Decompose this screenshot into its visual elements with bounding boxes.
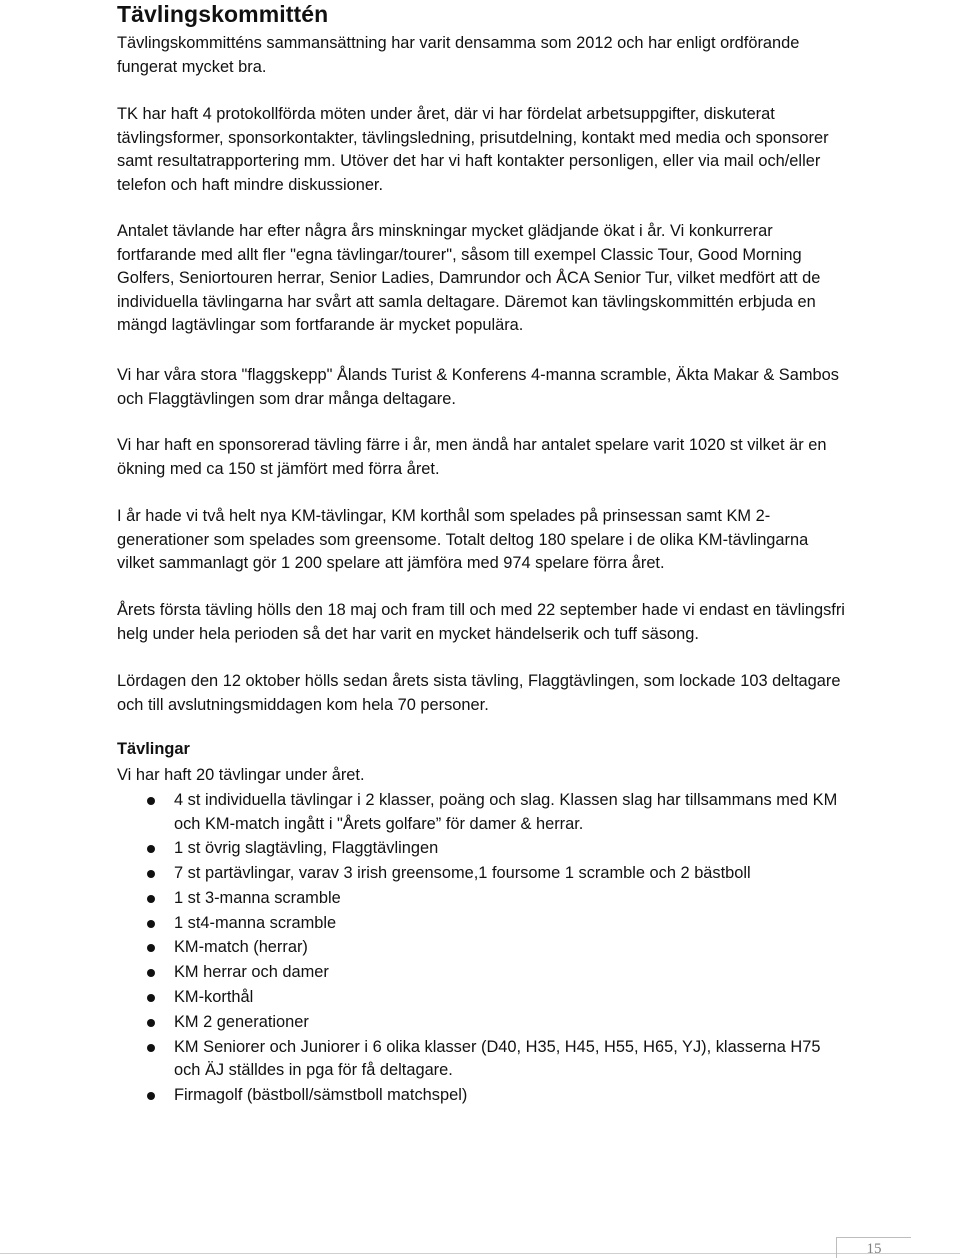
- page-title: Tävlingskommittén: [117, 1, 329, 27]
- bullet-icon: [147, 969, 155, 977]
- list-item-text: 1 st4-manna scramble: [174, 913, 337, 932]
- page-number: 15: [866, 1241, 882, 1257]
- bullet-icon: [147, 870, 155, 878]
- paragraph-season: Årets första tävling hölls den 18 maj och fram till och med 22 september hade vi endast en tävlingsfri helg under hela perioden så det har varit en mycket händelserik och tuff säsong.: [117, 601, 845, 643]
- list-item-text: 7 st partävlingar, varav 3 irish greensome,1 foursome 1 scramble och 2 bästboll: [174, 864, 751, 883]
- list-item-text: KM-match (herrar): [174, 938, 308, 957]
- list-item-text: KM 2 generationer: [174, 1012, 309, 1031]
- paragraph-km: I år hade vi två helt nya KM-tävlingar, KM korthål som spelades på prinsessan samt KM 2-generationer som spelades som greensome. Totalt deltog 180 spelare i de olika KM-tävlingarna vilket sammanlagt gör 1 200 spelare att jämföra med 974 spelare förra året.: [117, 507, 809, 572]
- list-item: [117, 862, 847, 886]
- paragraph-participants: Antalet tävlande har efter några års minskningar mycket glädjande ökat i år. Vi konkurrerar fortfarande med allt fler "egna tävlingar/tourer", såsom till exempel Classic Tour, Good Morning Golfers, Seniortouren herrar, Senior Ladies, Damrundor och ÅCA Senior Tur, vilket medfört att de individuella tävlingarna har svårt att samla deltagare. Däremot kan tävlingskommittén erbjuda en mängd lagtävlingar som fortfarande är mycket populära.: [117, 222, 821, 334]
- page-number-box: [836, 1237, 911, 1258]
- paragraph-meetings: TK har haft 4 protokollförda möten under året, där vi har fördelat arbetsuppgifter, diskuterat tävlingsformer, sponsorkontakter, tävlingsledning, prisutdelning, kontakt med media och sponsorer samt resultatrapportering mm. Utöver det har vi haft kontakter personligen, eller via mail och/eller telefon och haft mindre diskussioner.: [117, 105, 829, 194]
- paragraph-final: Lördagen den 12 oktober hölls sedan årets sista tävling, Flaggtävlingen, som lockade 103 deltagare och till avslutningsmiddagen kom hela 70 personer.: [117, 672, 841, 714]
- paragraph-sponsored: Vi har haft en sponsorerad tävling färre i år, men ändå har antalet spelare varit 1020 st vilket är en ökning med ca 150 st jämfört med förra året.: [117, 436, 827, 478]
- list-item: [117, 986, 847, 1010]
- bullet-icon: [147, 1044, 155, 1052]
- list-item: [117, 961, 847, 985]
- paragraph-composition: Tävlingskommitténs sammansättning har varit densamma som 2012 och har enligt ordförande fungerat mycket bra.: [117, 34, 800, 76]
- bullet-icon: [147, 994, 155, 1002]
- list-item-text: 4 st individuella tävlingar i 2 klasser, poäng och slag. Klassen slag har tillsammans med KM och KM-match ingått i "Årets golfare” för damer & herrar.: [174, 791, 838, 833]
- paragraph-flagships: Vi har våra stora "flaggskepp" Ålands Turist & Konferens 4-manna scramble, Äkta Makar & Sambos och Flaggtävlingen som drar många deltagare.: [117, 366, 839, 408]
- bullet-icon: [147, 1092, 155, 1100]
- list-item: [117, 912, 847, 936]
- bullet-icon: [147, 797, 155, 805]
- list-item: [117, 887, 847, 911]
- section-heading: Tävlingar: [117, 740, 190, 758]
- list-item: [117, 789, 847, 836]
- list-item: [117, 1036, 847, 1083]
- competition-list: [117, 789, 847, 1109]
- list-item: [117, 1084, 847, 1108]
- list-item-text: Firmagolf (bästboll/sämstboll matchspel): [174, 1085, 468, 1104]
- list-item-text: KM-korthål: [174, 988, 254, 1007]
- list-item-text: 1 st 3-manna scramble: [174, 888, 341, 907]
- bullet-icon: [147, 920, 155, 928]
- bullet-icon: [147, 1019, 155, 1027]
- list-item: [117, 936, 847, 960]
- section-intro: Vi har haft 20 tävlingar under året.: [117, 766, 365, 784]
- footer-divider: [0, 1253, 960, 1254]
- list-item-text: KM Seniorer och Juniorer i 6 olika klasser (D40, H35, H45, H55, H65, YJ), klasserna H75 och ÄJ ställdes in pga för få deltagare.: [174, 1037, 821, 1080]
- bullet-icon: [147, 845, 155, 853]
- list-item: [117, 1011, 847, 1035]
- bullet-icon: [147, 895, 155, 903]
- list-item: [117, 837, 847, 861]
- bullet-icon: [147, 944, 155, 952]
- list-item-text: KM herrar och damer: [174, 963, 329, 982]
- list-item-text: 1 st övrig slagtävling, Flaggtävlingen: [174, 839, 439, 858]
